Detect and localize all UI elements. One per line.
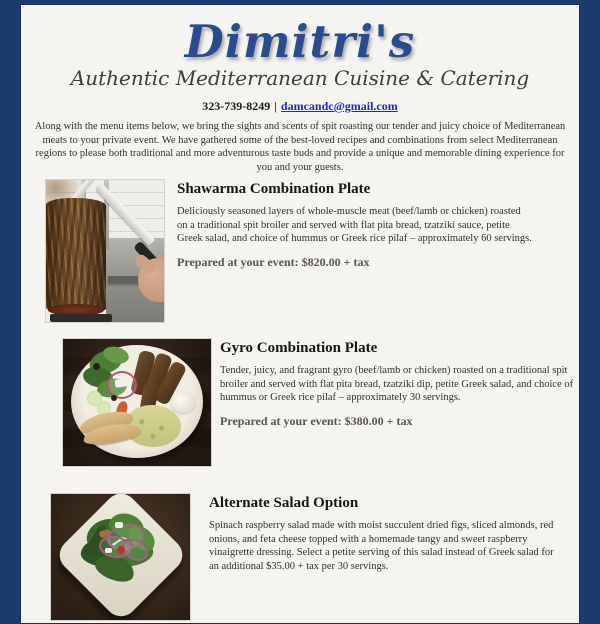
photo-detail <box>105 548 112 553</box>
item-title: Gyro Combination Plate <box>220 340 378 356</box>
site-logo: Dimitri's <box>184 15 416 68</box>
contact-line <box>21 99 579 113</box>
item-title: Alternate Salad Option <box>209 495 359 511</box>
site-header <box>21 15 579 174</box>
menu-item-shawarma <box>45 179 579 323</box>
menu-item-text <box>220 338 576 428</box>
item-price: Prepared at your event: $820.00 + tax <box>177 254 370 269</box>
photo-detail <box>50 314 112 322</box>
spinach-salad-photo <box>50 493 191 621</box>
photo-detail <box>111 395 117 401</box>
site-tagline: Authentic Mediterranean Cuisine & Catering <box>70 66 530 90</box>
menu-list <box>21 179 579 621</box>
content-area <box>20 4 580 624</box>
email-link[interactable]: damcandc@gmail.com <box>280 99 398 113</box>
contact-separator: | <box>274 99 277 113</box>
phone-number: 323-739-8249 <box>202 99 271 113</box>
item-title: Shawarma Combination Plate <box>177 181 371 197</box>
item-description: Tender, juicy, and fragrant gyro (beef/lamb or chicken) roasted on a traditional spit broiler and served with flat pita bread, tzatziki dip, petite Greek salad, and choice of hummus or Greek rice pilaf – approximately 30 servings. <box>220 365 574 403</box>
menu-item-text <box>177 179 533 269</box>
item-price: Prepared at your event: $380.00 + tax <box>220 413 413 428</box>
photo-detail <box>115 522 123 528</box>
photo-detail <box>171 391 195 413</box>
photo-detail <box>46 198 106 314</box>
menu-item-text <box>209 493 565 582</box>
intro-paragraph: Along with the menu items below, we bring the sights and scents of spit roasting our tender and juicy choice of Mediterranean meats to your private event. We have gathered some of the best-loved recipes and combinations from select Mediterranean regions to please both traditional and more adventurous taste buds and provide a unique and memorable dining experience for you and your guests. <box>34 121 566 173</box>
gyro-plate-photo <box>62 338 212 467</box>
item-description: Spinach raspberry salad made with moist succulent dried figs, sliced almonds, red onions, and feta cheese topped with a homemade tangy and sweet raspberry vinaigrette dressing. Select a petite serving of this salad instead of Greek salad for an additional $35.00 + tax per 30 servings. <box>209 520 554 572</box>
photo-detail <box>93 363 100 370</box>
menu-item-salad <box>50 493 579 621</box>
photo-detail <box>117 546 125 554</box>
menu-item-gyro <box>62 338 579 467</box>
shawarma-spit-photo <box>45 179 165 323</box>
item-description: Deliciously seasoned layers of whole-muscle meat (beef/lamb or chicken) roasted on a traditional spit broiler and served with flat pita bread, tzatziki sauce, petite Greek salad, and choice of hummus or Greek rice pilaf – approximately 60 servings. <box>177 206 532 244</box>
photo-detail <box>115 378 128 388</box>
